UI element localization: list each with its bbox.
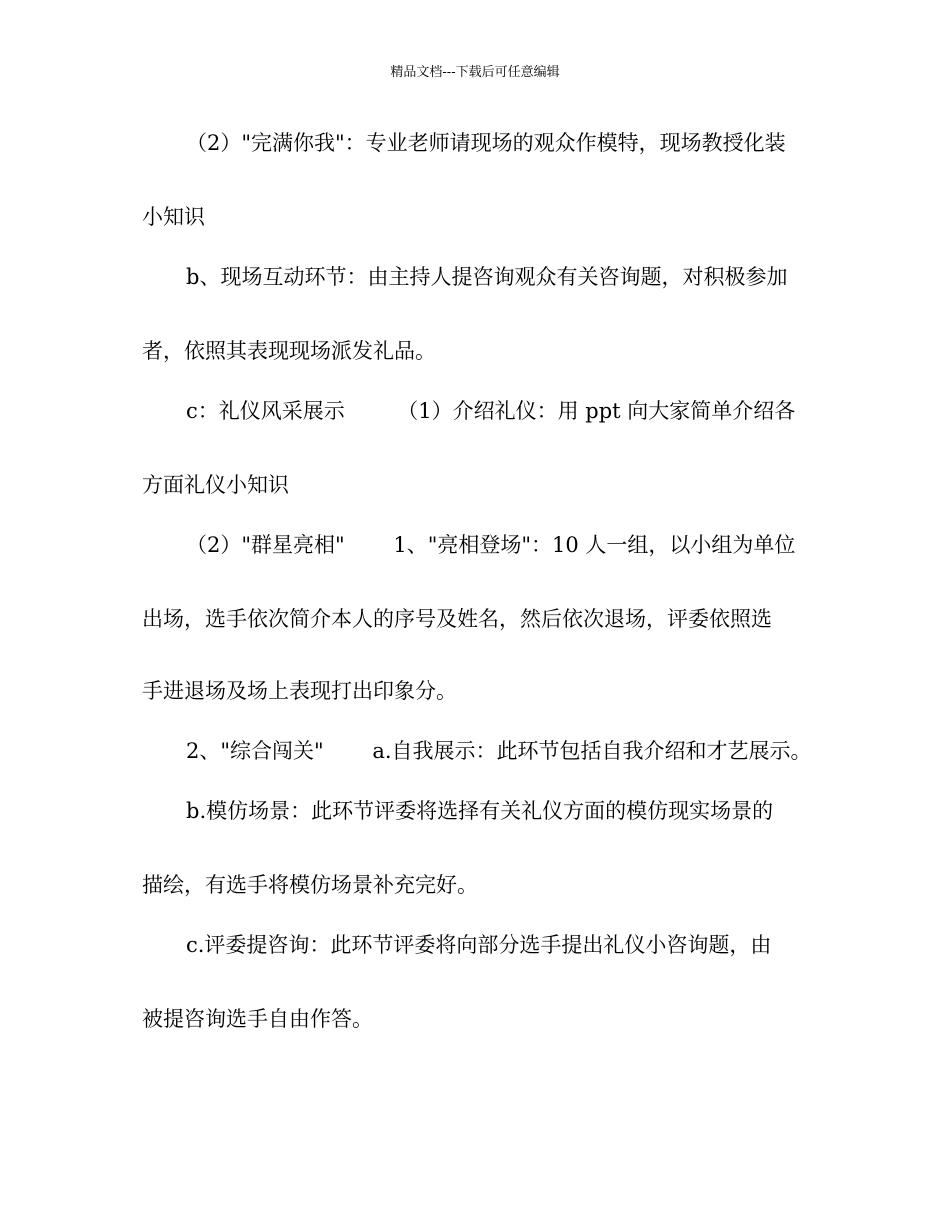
paragraph-line: 小知识 [142,205,205,229]
paragraph-line: 方面礼仪小知识 [142,473,289,497]
paragraph-line: （2）"完满你我"：专业老师请现场的观众作模特，现场教授化装 [186,131,786,155]
paragraph-line: 描绘，有选手将模仿场景补充完好。 [142,873,478,897]
paragraph-line: c：礼仪风采展示 （1）介绍礼仪：用 ppt 向大家简单介绍各 [186,399,796,423]
paragraph-line: 2、"综合闯关" a.自我展示：此环节包括自我介绍和才艺展示。 [186,739,812,763]
page-header: 精品文档---下载后可任意编辑 [390,65,560,80]
paragraph-line: c.评委提咨询：此环节评委将向部分选手提出礼仪小咨询题，由 [186,933,772,957]
paragraph-line: 出场，选手依次简介本人的序号及姓名，然后依次退场，评委依照选 [142,607,772,631]
paragraph-line: b、现场互动环节：由主持人提咨询观众有关咨询题，对积极参加 [186,265,788,289]
paragraph-line: 被提咨询选手自由作答。 [142,1007,373,1031]
paragraph-line: b.模仿场景：此环节评委将选择有关礼仪方面的模仿现实场景的 [186,799,774,823]
paragraph-line: 者，依照其表现现场派发礼品。 [142,339,436,363]
paragraph-line: 手进退场及场上表现打出印象分。 [142,679,457,703]
paragraph-line: （2）"群星亮相" 1、"亮相登场"：10 人一组，以小组为单位 [186,533,796,557]
